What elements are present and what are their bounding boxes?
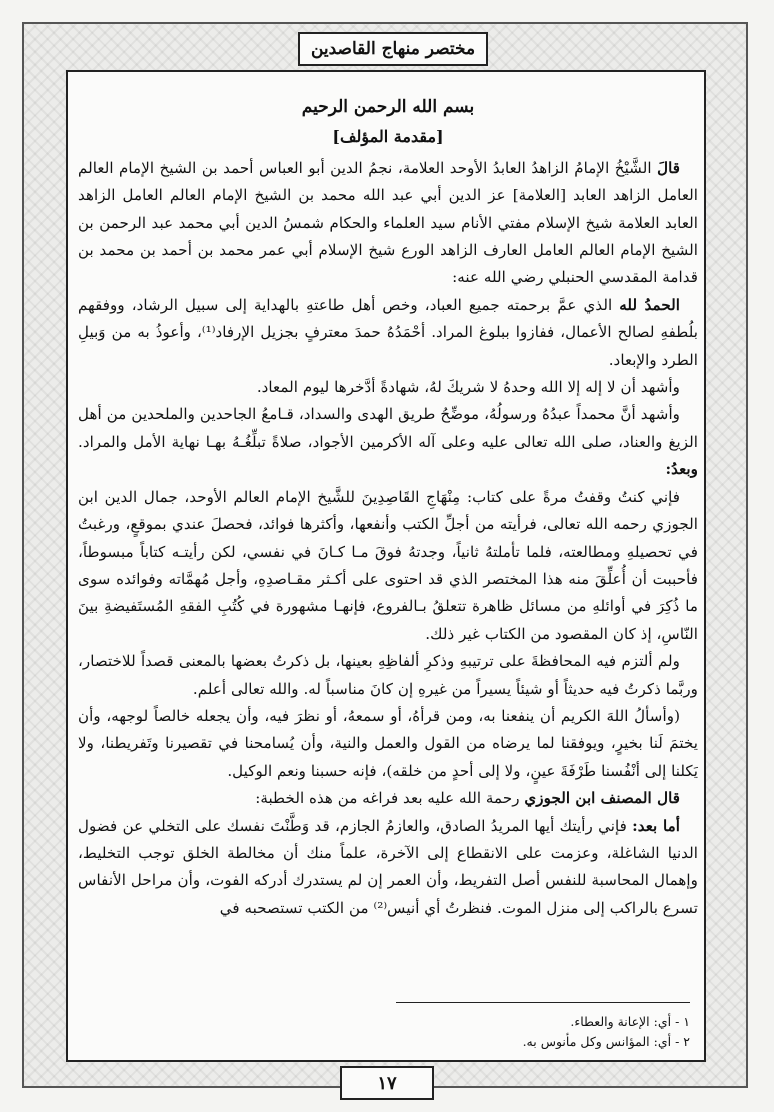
running-header <box>298 32 488 66</box>
paragraph-1-text: الشَّيْخُ الإمامُ الزاهدُ العابدُ الأوحد العلامة، نجمُ الدين أبو العباس أحمد بن الشيخ الإمام العالم العامل الزاهد العابد [العلامة] عز الدين أبي عبد الله محمد بن الشيخ الإمام العالم العامل الزاهد العابد العلامة شيخ الإسلام مفتي الأنام سيد العلماء والحكام شمسُ الدين أبي محمد عبد الرحمن بن الشيخ الإمام العالم العامل العارف الزاهد الورع شيخ الإسلام أبي عمر محمد بن أحمد بن محمد بن قدامة المقدسي الحنبلي رضي الله عنه: <box>78 158 698 287</box>
paragraph-2-lead: الحمدُ لله <box>619 295 680 314</box>
footnotes <box>320 1012 690 1052</box>
paragraph-8 <box>78 785 698 812</box>
paragraph-8-text: رحمة الله عليه بعد فراغه من هذه الخطبة: <box>255 789 520 808</box>
paragraph-4-text: وأشهد أنَّ محمداً عبدُهُ ورسولُهُ، موضِّحُ طريق الهدى والسداد، قـامعُ الجاحدين والملحدين من أهل الزيغ والعناد، صلى الله تعالى عليه وعلى آله الأكرمين الأجواد، صلاةً تبلِّغُـهُ بهـا نهاية الأمل والمراد. <box>78 405 698 451</box>
paragraph-1-lead: قالَ <box>657 158 681 177</box>
footnote-2: ٢ - أي: المؤانس وكل مأنوس به. <box>522 1034 690 1049</box>
paragraph-5: فإني كنتُ وقفتُ مرةً على كتاب: مِنْهَاجِ القَاصِدِينَ للشَّيخ الإمام العالم الأوحد، جمال الدين ابن الجوزي رحمه الله تعالى، فرأيته من أجلِّ الكتب وأنفعها، وأكثرها فوائد، فحصلَ عندي بموقعٍ، ورغبتُ في تحصيلهِ ومطالعته، فلما تأملتهُ ثانياً، وجدتهُ فوقَ مـا كـانَ في نفسي، لكن رأيتـه كتاباً مبسوطاً، فأحببت أن أُعلِّقَ منه هذا المختصر الذي قد احتوى على أكـثر مقـاصدِهِ، وأجل مُهمَّاته وفوائده سوى ما ذُكِرَ في أوائلهِ من مسائل ظاهرة تتعلقُ بـالفروع، فإنهـا مشهورة في كُتُبِ الفقهِ المُستَفيضةِ بينَ النّاسِ، إذ كان المقصود من الكتاب غير ذلك. <box>78 487 698 643</box>
footnote-1: ١ - أي: الإعانة والعطاء. <box>570 1014 690 1029</box>
paragraph-4-tail: وبعدُ: <box>665 460 698 479</box>
paragraph-1 <box>78 155 698 292</box>
paragraph-2 <box>78 292 698 374</box>
section-title: [مقدمة المؤلف] <box>332 127 444 147</box>
book-title: مختصر منهاج القاصدين <box>310 39 476 59</box>
paragraph-9-text: فإني رأيتك أيها المريدُ الصادق، والعازمُ الجازم، قد وَطَّنْتَ نفسك على التخلي عن فضول الدنيا الشاغلة، وعزمت على الانقطاع إلى الآخرة، علماً منك أن مخالطة الخلق توجب التخليط، وإهمال المحاسبة للنفس أصل التفريط، وأن العمر إن لم يستدرك أدركه الفوت، وأن مراحل الأنفاس تسرع بالراكب إلى منزل الموت. فنظرتُ أي أنيس⁽²⁾ من الكتب تستصحبه في <box>78 816 698 917</box>
paragraph-2-text: الذي عمَّ برحمته جميع العباد، وخص أهل طاعتهِ بالهداية إلى سبيل الرشاد، ووفقهم بلُطفهِ لصالح الأعمال، ففازوا ببلوغ المراد. أحْمَدُهُ حمدَ معترفٍ بجزيل الإرفاد⁽¹⁾، وأعوذُ به من وَبيلِ الطرد والإبعاد. <box>78 295 699 369</box>
basmala: بسم الله الرحمن الرحيم <box>301 97 475 117</box>
paragraph-7: (وأسألُ اللهَ الكريم أن ينفعنا به، ومن قرأهُ، أو سمعهُ، أو نظرَ فيه، وأن يجعله خالصاً لوجهه، وأن يختمَ لَنا بخيرٍ، ويوفقنا لما يرضاه من القول والعمل والنية، وأن يُسامحنا في تقصيرنا وتَفريطنا، ولا يَكلنا إلى أنْفُسنا طَرْفَةَ عينٍ، ولا إلى أحدٍ من خلقه)، فإنه حسبنا ونعم الوكيل. <box>78 706 698 780</box>
page-number-text: ١٧ <box>377 1072 397 1094</box>
paragraph-6: ولم ألتزم فيه المحافظةَ على ترتيبهِ وذكرِ ألفاظِهِ بعينها، بل ذكرتُ بعضها بالمعنى قصداً للاختصار، وربَّما ذكرتُ فيه حديثاً أو شيئاً يسيراً من غيرهِ إن كانَ مناسباً له. والله تعالى أعلم. <box>78 652 698 698</box>
page-number <box>340 1066 434 1100</box>
paragraph-9-lead: أما بعد: <box>632 816 681 835</box>
paragraph-9 <box>78 813 698 923</box>
paragraph-4 <box>78 401 698 483</box>
footnote-separator <box>396 1002 690 1003</box>
paragraph-3: وأشهد أن لا إله إلا الله وحدهُ لا شريكَ لهُ، شهادةً أدَّخرها ليوم المعاد. <box>256 378 680 397</box>
main-text <box>78 94 698 922</box>
paragraph-8-lead: قال المصنف ابن الجوزي <box>524 789 680 808</box>
